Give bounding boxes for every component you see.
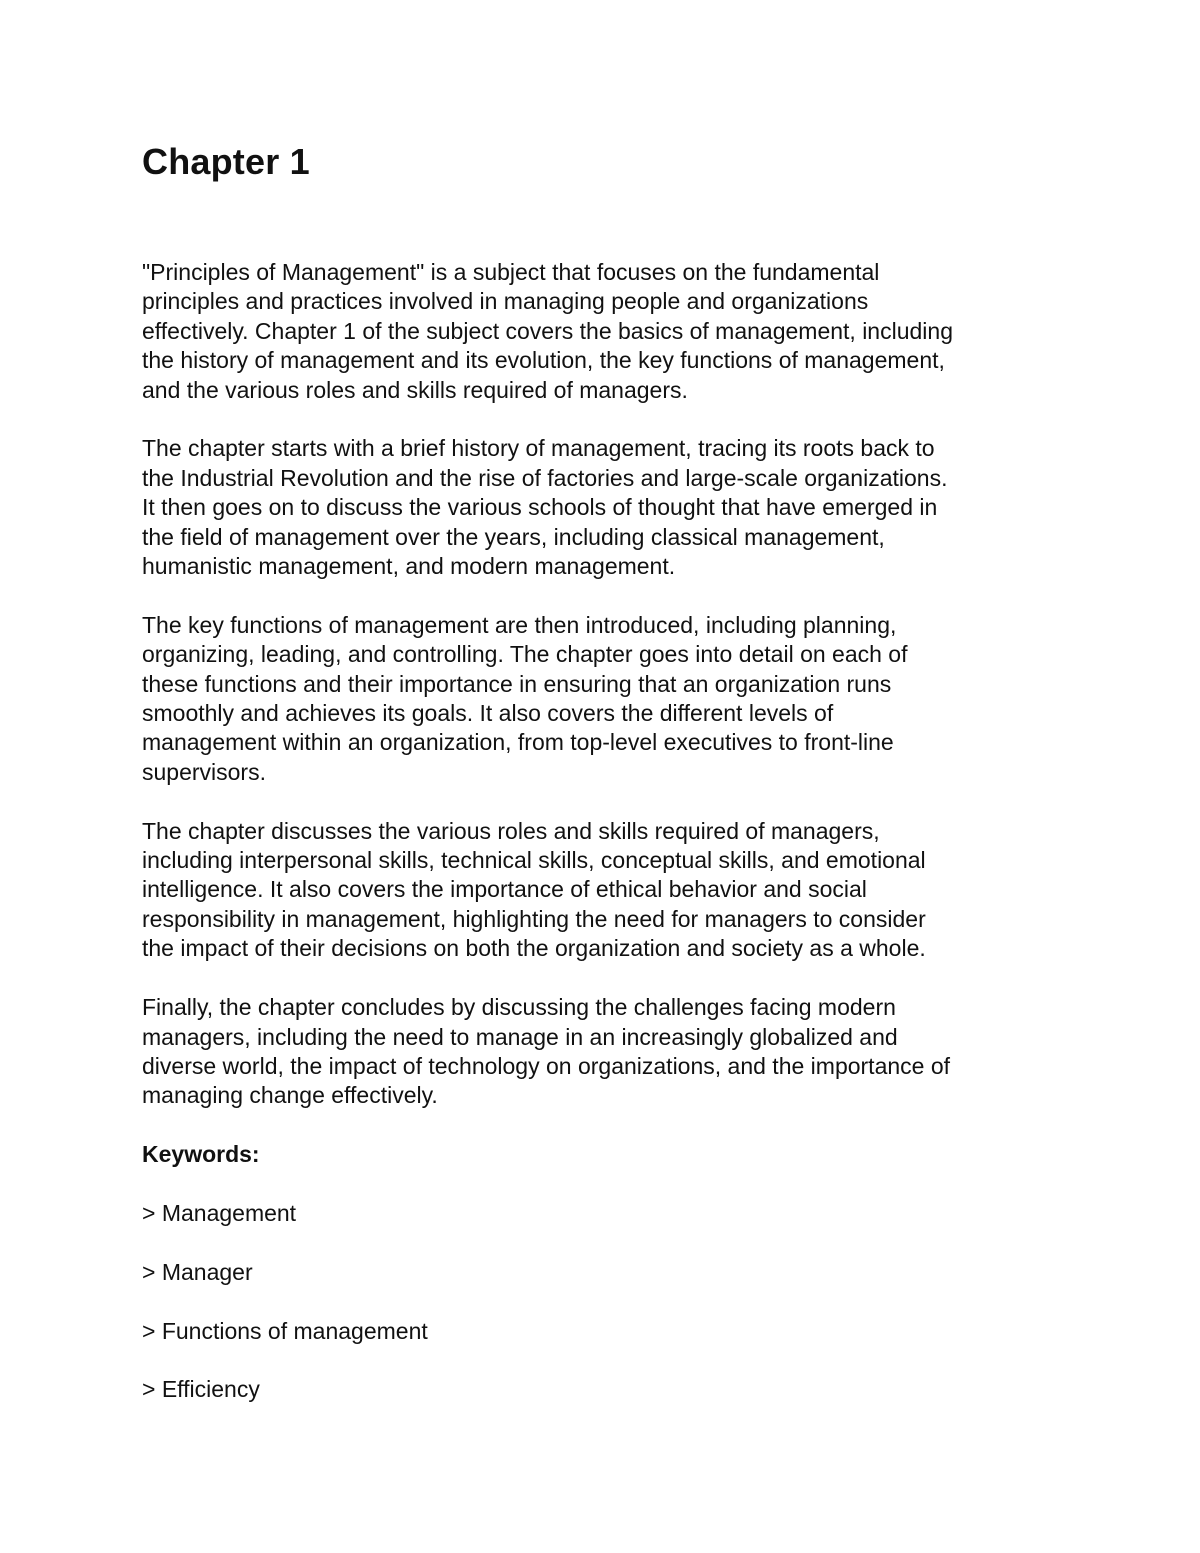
chapter-title: Chapter 1 [142, 141, 310, 182]
paragraph-line: the field of management over the years, including classical management, [142, 523, 885, 550]
paragraph-line: the history of management and its evolution, the key functions of management, [142, 347, 945, 374]
paragraph-line: supervisors. [142, 758, 266, 785]
paragraph-line: The key functions of management are then introduced, including planning, [142, 611, 897, 638]
paragraph-line: intelligence. It also covers the importance of ethical behavior and social [142, 876, 867, 903]
paragraph-line: organizing, leading, and controlling. The chapter goes into detail on each of [142, 641, 908, 668]
paragraph-line: effectively. Chapter 1 of the subject covers the basics of management, including [142, 317, 953, 344]
paragraph-line: management within an organization, from top-level executives to front-line [142, 729, 894, 756]
paragraph-line: the impact of their decisions on both the organization and society as a whole. [142, 935, 926, 962]
keyword-item: > Efficiency [142, 1376, 260, 1403]
paragraph-line: smoothly and achieves its goals. It also covers the different levels of [142, 700, 834, 727]
paragraph-line: The chapter discusses the various roles and skills required of managers, [142, 817, 880, 844]
paragraph-line: humanistic management, and modern management. [142, 553, 676, 580]
paragraph-functions [142, 611, 1072, 787]
document-body [142, 140, 1072, 1434]
paragraph-line: responsibility in management, highlighting the need for managers to consider [142, 905, 926, 932]
paragraph-intro [142, 258, 1072, 405]
paragraph-line: principles and practices involved in managing people and organizations [142, 288, 869, 315]
keyword-item: > Manager [142, 1258, 253, 1285]
paragraph-line: and the various roles and skills required of managers. [142, 376, 688, 403]
paragraph-challenges [142, 993, 1072, 1111]
paragraph-history [142, 434, 1072, 581]
paragraph-line: diverse world, the impact of technology on organizations, and the importance of [142, 1052, 951, 1079]
paragraph-line: Finally, the chapter concludes by discussing the challenges facing modern [142, 994, 896, 1021]
keyword-item: > Management [142, 1199, 297, 1226]
paragraph-line: managers, including the need to manage in an increasingly globalized and [142, 1023, 898, 1050]
keywords-heading: Keywords: [142, 1141, 260, 1168]
paragraph-line: "Principles of Management" is a subject that focuses on the fundamental [142, 259, 880, 285]
paragraph-roles-skills [142, 817, 1072, 964]
paragraph-line: managing change effectively. [142, 1082, 438, 1109]
paragraph-line: It then goes on to discuss the various schools of thought that have emerged in [142, 494, 938, 521]
keyword-item: > Functions of management [142, 1317, 428, 1344]
paragraph-line: the Industrial Revolution and the rise of factories and large-scale organizations. [142, 464, 948, 491]
paragraph-line: including interpersonal skills, technical skills, conceptual skills, and emotional [142, 847, 926, 874]
paragraph-line: these functions and their importance in ensuring that an organization runs [142, 670, 892, 697]
paragraph-line: The chapter starts with a brief history of management, tracing its roots back to [142, 435, 935, 462]
